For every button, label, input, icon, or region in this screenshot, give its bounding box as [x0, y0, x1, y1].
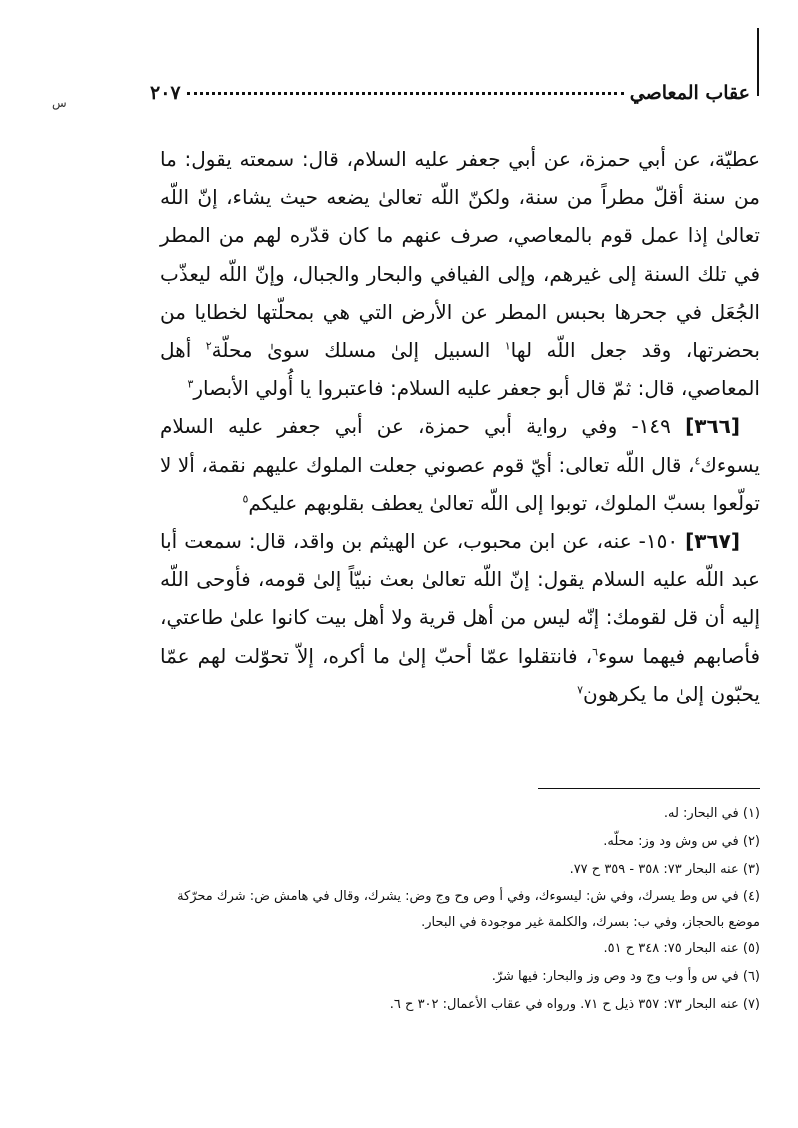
paragraph-3-text: ١٥٠- عنه، عن ابن محبوب، عن الهيثم بن واقد، قال: سمعت أبا عبد اللّه عليه السلام يقول: إنّ اللّه تعالىٰ بعث نبيّاً إلىٰ قومه، فأوحى اللّه إليه أن قل لقومك: إنّه ليس من أهل قرية ولا أهل بيت كانوا علىٰ طاعتي، فأصابهم فيهما سوء [160, 529, 761, 668]
footnote-marker-5: ٥ [242, 492, 249, 506]
paragraph-3-text-b: ، فانتقلوا عمّا أحبّ إلىٰ ما أكره، إلاّ تحوّلت لهم عمّا يحبّون إلىٰ ما يكرهون [160, 643, 760, 706]
corner-mark: س [52, 96, 67, 110]
footnote-7: (٧) عنه البحار ٧٣: ٣٥٧ ذيل ح ٧١. ورواه في عقاب الأعمال: ٣٠٢ ح ٦. [389, 997, 760, 1012]
paragraph-1 [160, 140, 760, 407]
footnote-marker-7: ٧ [577, 683, 584, 697]
footnote-marker-2: ٢ [205, 339, 212, 353]
paragraph-2-text-b: ، قال اللّه تعالى: أيّ قوم عصوني جعلت الملوك عليهم نقمة، ألا لا تولّعوا بسبّ الملوك، توبوا إلى اللّه تعالىٰ يعطف بقلوبهم عليكم [160, 452, 760, 515]
footnote-separator [538, 788, 760, 789]
footnote-3: (٣) عنه البحار ٧٣: ٣٥٨ - ٣٥٩ ح ٧٧. [569, 862, 760, 877]
footnote-1: (١) في البحار: له. [663, 806, 760, 821]
footnotes [150, 800, 760, 1019]
margin-rule [757, 28, 759, 96]
running-header-title: عقاب المعاصي [629, 82, 750, 104]
main-text [160, 140, 760, 713]
footnote-5: (٥) عنه البحار ٧٥: ٣٤٨ ح ٥١. [603, 941, 760, 956]
footnote-6: (٦) في س وأ وب وج ود وص وز والبحار: فيها شرّ. [491, 969, 760, 984]
footnote-marker-3: ٣ [187, 377, 194, 391]
footnote-marker-4: ٤ [694, 453, 701, 467]
paragraph-2 [160, 407, 760, 522]
hadith-reference-367: [٣٦٧] [685, 529, 741, 554]
hadith-reference-366: [٣٦٦] [685, 414, 740, 439]
paragraph-1-text: عطيّة، عن أبي حمزة، عن أبي جعفر عليه السلام، قال: سمعته يقول: ما من سنة أقلّ مطراً من سنة، ولكنّ اللّه تعالىٰ يضعه حيث يشاء، إنّ اللّه تعالىٰ إذا عمل قوم بالمعاصي، صرف عنهم ما كان قدّره لهم من المطر في تلك السنة إلى غيرهم، وإلى الفيافي والبحار والجبال، وإنّ اللّه ليعذّب الجُعَل في جحرها بحبس المطر عن الأرض التي هي بمحلّتها لخطايا من بحضرتها، وقد جعل اللّه لها [160, 147, 760, 363]
paragraph-2-text: ١٤٩- وفي رواية أبي حمزة، عن أبي جعفر عليه السلام يسوءك [160, 414, 760, 477]
footnote-4: (٤) في س وط يسرك، وفي ش: ليسوءك، وفي أ وص وح وج وض: يشرك، وقال في هامش ض: شرك محرّكة موضع بالحجاز، وفي ب: بسرك، والكلمة غير موجودة في البحار. [177, 889, 760, 930]
paragraph-1-text-c: أهل المعاصي، قال: ثمّ قال أبو جعفر عليه السلام: فاعتبروا يا أُولي الأبصار [160, 338, 760, 401]
running-header [150, 82, 750, 112]
footnote-2: (٢) في س وش ود وز: محلّه. [603, 834, 760, 849]
page-number: ٢٠٧ [150, 82, 181, 104]
footnote-marker-1: ١ [504, 339, 511, 353]
header-dot-leader [187, 91, 624, 95]
footnote-marker-6: ٦ [592, 644, 599, 658]
paragraph-1-text-b: السبيل إلىٰ مسلك سوىٰ محلّة [211, 338, 505, 363]
paragraph-3 [160, 522, 760, 713]
